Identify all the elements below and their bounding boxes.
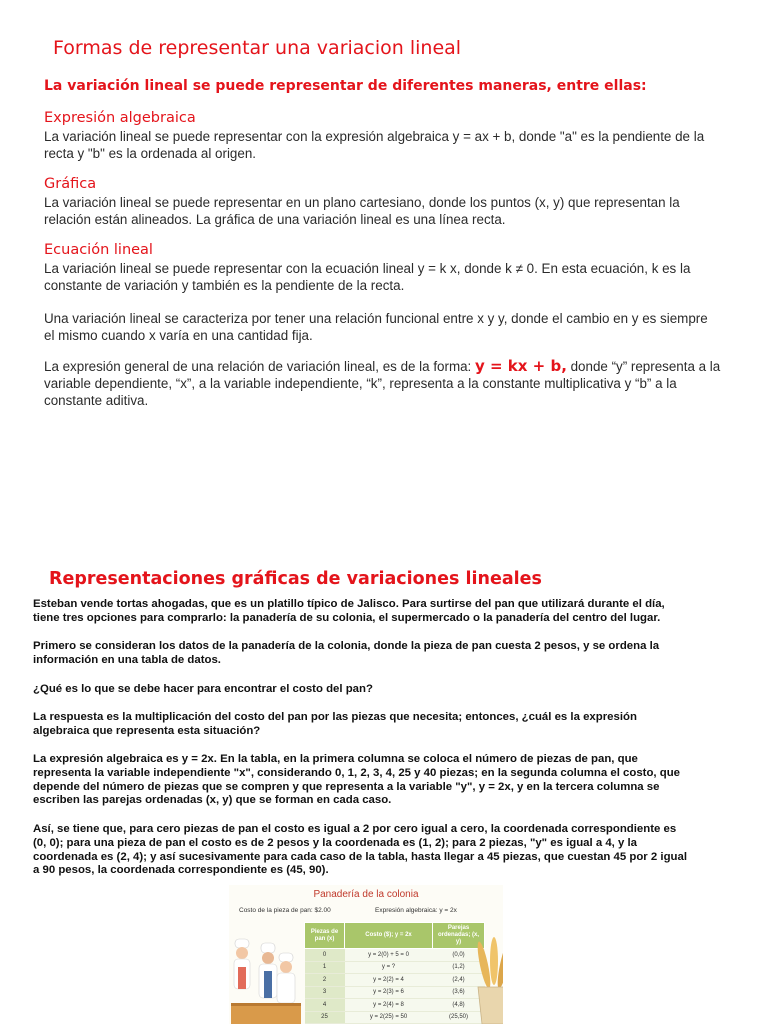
paragraph-caracteriza <box>44 310 744 344</box>
chefs-illustration-icon <box>231 927 301 1024</box>
table-row <box>305 999 485 1012</box>
paragraph-grafica <box>44 194 744 228</box>
text-line: escriben las parejas ordenadas (x, y) que se forman en cada caso. <box>33 794 392 807</box>
text-line <box>44 358 744 375</box>
text-line: Así, se tiene que, para cero piezas de pan el costo es igual a 2 por cero igual a cero, la coordenada correspondiente es <box>33 823 677 835</box>
cell-pieces: 1 <box>305 961 345 974</box>
section-title: Representaciones gráficas de variaciones lineales <box>49 569 542 589</box>
cell-cost: y = 2(4) = 8 <box>345 999 433 1012</box>
figure-title: Panadería de la colonia <box>313 889 419 900</box>
text-line: (0, 0); para una pieza de pan el costo es de 2 pesos y la coordenada es (1, 2); para 2 piezas, "y" es igual a 4, y la <box>33 836 637 849</box>
column-header: Piezas de pan (x) <box>305 923 345 949</box>
cell-pieces: 4 <box>305 999 345 1012</box>
paragraph-expresion-2x <box>33 753 723 808</box>
general-formula: y = kx + b, <box>475 357 567 375</box>
table-row <box>305 986 485 999</box>
text-line: La respuesta es la multiplicación del costo del pan por las piezas que necesita; entonces, ¿cuál es la expresión <box>33 711 637 723</box>
cell-pieces: 0 <box>305 949 345 962</box>
cell-pair: (4,8) <box>433 999 485 1012</box>
text-line: información en una tabla de datos. <box>33 653 221 666</box>
cell-pieces: 2 <box>305 974 345 987</box>
page-title: Formas de representar una variacion lineal <box>53 37 462 59</box>
bakery-table-figure <box>229 885 503 1024</box>
text-segment: La expresión general de una relación de variación lineal, es de la forma: <box>44 359 475 374</box>
text-line: constante aditiva. <box>44 393 149 408</box>
text-line: depende del número de piezas que se compren y que representa a la variable "y", y = 2x, y en la tercera columna se <box>33 780 660 793</box>
paragraph-asi <box>33 823 723 878</box>
table-row <box>305 974 485 987</box>
text-line: La expresión algebraica es y = 2x. En la tabla, en la primera columna se coloca el número de piezas de pan, que <box>33 753 638 765</box>
cell-cost: y = 2(2) = 4 <box>345 974 433 987</box>
paragraph-ecuacion <box>44 260 744 294</box>
cell-cost: y = 2(0) + 5 = 0 <box>345 949 433 962</box>
cell-pair: (1,2) <box>433 961 485 974</box>
bread-basket-icon <box>474 937 503 1024</box>
text-line: coordenada es (2, 4); y así sucesivamente para cada caso de la tabla, hasta llegar a 45 piezas, que cuestan 45 por 2 igual <box>33 850 687 863</box>
text-line: a 90 pesos, la coordenada correspondiente es (45, 90). <box>33 864 329 877</box>
table-row <box>305 1011 485 1024</box>
paragraph-respuesta <box>33 711 723 739</box>
text-line: algebraica que representa esta situación? <box>33 724 261 737</box>
cell-cost: y = 2(25) = 50 <box>345 1011 433 1024</box>
cell-pieces: 25 <box>305 1011 345 1024</box>
figure-cost-label: Costo de la pieza de pan: $2.00 <box>239 907 331 914</box>
paragraph-pregunta <box>33 683 723 697</box>
text-line: Una variación lineal se caracteriza por tener una relación funcional entre x y y, donde el cambio en y es siempre <box>44 311 708 326</box>
text-line: recta y "b" es la ordenada al origen. <box>44 146 256 161</box>
cell-pair: (0,0) <box>433 949 485 962</box>
text-line: el mismo cuando x varía en una cantidad fija. <box>44 328 313 343</box>
text-line: relación están alineados. La gráfica de una variación lineal es una línea recta. <box>44 212 506 227</box>
text-line: La variación lineal se puede representar en un plano cartesiano, donde los puntos (x, y) que representan la <box>44 195 680 210</box>
text-line: ¿Qué es lo que se debe hacer para encontrar el costo del pan? <box>33 683 373 695</box>
cell-cost: y = 2(3) = 6 <box>345 986 433 999</box>
heading-grafica: Gráfica <box>44 176 97 192</box>
cell-pair: (2,4) <box>433 974 485 987</box>
column-header: Parejas ordenadas; (x, y) <box>433 923 485 949</box>
heading-expresion-algebraica: Expresión algebraica <box>44 110 196 126</box>
paragraph-expresion-general <box>44 358 744 409</box>
cell-cost: y = ? <box>345 961 433 974</box>
text-line: tiene tres opciones para comprarlo: la panadería de su colonia, el supermercado o la panadería del centro del lugar. <box>33 611 661 624</box>
cell-pair: (25,50) <box>433 1011 485 1024</box>
heading-ecuacion-lineal: Ecuación lineal <box>44 242 153 258</box>
text-line: representa la variable independiente "x", considerando 0, 1, 2, 3, 4, 25 y 40 piezas; en la segunda columna el costo, que <box>33 766 681 779</box>
paragraph-datos <box>33 640 723 668</box>
table-row <box>305 949 485 962</box>
text-line: constante de variación y también es la pendiente de la recta. <box>44 278 405 293</box>
column-header: Costo ($); y = 2x <box>345 923 433 949</box>
intro-heading: La variación lineal se puede representar de diferentes maneras, entre ellas: <box>44 78 647 94</box>
text-line: La variación lineal se puede representar con la ecuación lineal y = k x, donde k ≠ 0. En esta ecuación, k es la <box>44 261 691 276</box>
bakery-data-table <box>304 922 485 1024</box>
figure-expression-label: Expresión algebraica: y = 2x <box>375 907 457 914</box>
paragraph-esteban <box>33 598 723 626</box>
table-row <box>305 961 485 974</box>
text-line: Primero se consideran los datos de la panadería de la colonia, donde la pieza de pan cuesta 2 pesos, y se ordena la <box>33 640 660 652</box>
table-header-row <box>305 923 485 949</box>
cell-pair: (3,6) <box>433 986 485 999</box>
text-line: Esteban vende tortas ahogadas, que es un platillo típico de Jalisco. Para surtirse del pan que utilizará durante el día, <box>33 598 665 610</box>
text-line: La variación lineal se puede representar con la expresión algebraica y = ax + b, donde "a" es la pendiente de la <box>44 129 705 144</box>
text-line: variable dependiente, “x”, a la variable independiente, “k”, representa a la constante multiplicativa y “b” a la <box>44 376 677 391</box>
cell-pieces: 3 <box>305 986 345 999</box>
paragraph-expresion <box>44 128 744 162</box>
text-segment: donde “y” representa a la <box>566 359 721 374</box>
